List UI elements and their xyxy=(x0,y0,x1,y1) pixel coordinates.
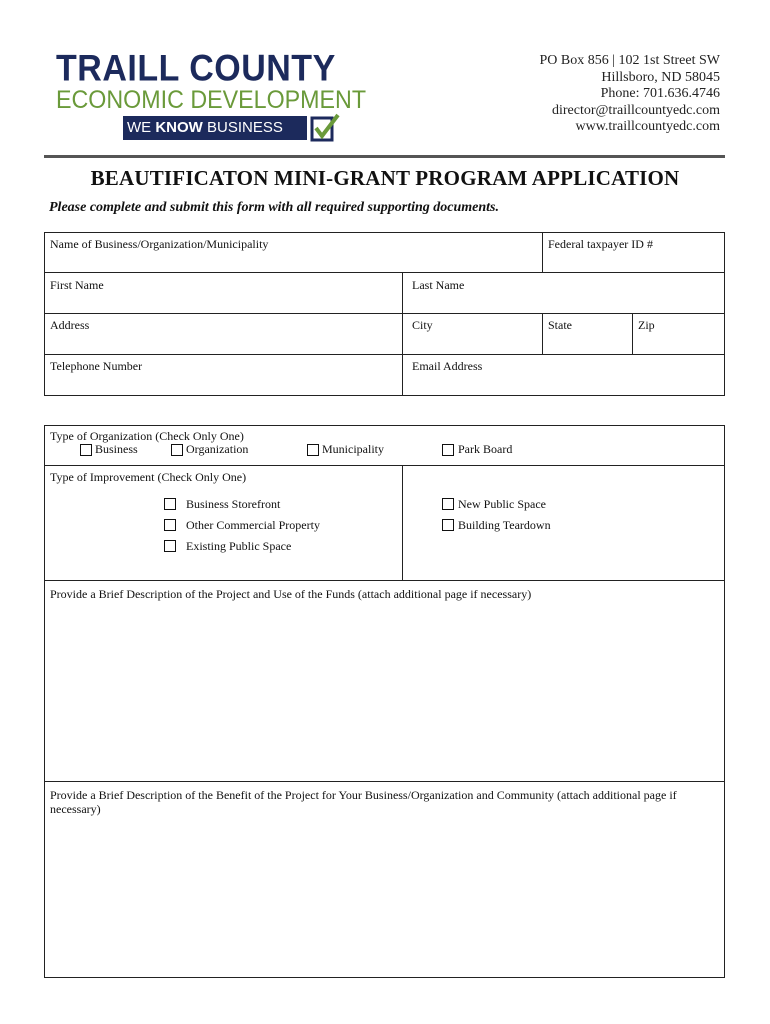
page-subtitle: Please complete and submit this form with all required supporting documents. xyxy=(49,200,499,215)
park-board-option-label: Park Board xyxy=(458,442,513,456)
state-field[interactable]: State xyxy=(548,318,572,332)
row-divider xyxy=(44,313,725,314)
col-divider xyxy=(402,465,403,581)
logo-tag-business: BUSINESS xyxy=(207,119,283,136)
row-divider xyxy=(44,580,725,581)
zip-field[interactable]: Zip xyxy=(638,318,655,332)
contact-website: www.traillcountyedc.com xyxy=(575,119,720,134)
first-name-field[interactable]: First Name xyxy=(50,278,104,292)
federal-id-field[interactable]: Federal taxpayer ID # xyxy=(548,237,653,251)
contact-city: Hillsboro, ND 58045 xyxy=(601,69,720,85)
business-storefront-checkbox[interactable] xyxy=(164,498,176,510)
row-divider xyxy=(44,465,725,466)
col-divider xyxy=(632,313,633,355)
details-table xyxy=(44,425,725,978)
organization-option-label: Organization xyxy=(186,442,249,456)
existing-public-space-label: Existing Public Space xyxy=(186,539,292,553)
logo-subtitle: ECONOMIC DEVELOPMENT xyxy=(56,86,367,114)
other-commercial-label: Other Commercial Property xyxy=(186,518,320,532)
building-teardown-checkbox[interactable] xyxy=(442,519,454,531)
new-public-space-label: New Public Space xyxy=(458,497,546,511)
contact-block xyxy=(539,53,720,136)
last-name-field[interactable]: Last Name xyxy=(412,278,465,292)
row-divider xyxy=(44,354,725,355)
row-divider xyxy=(44,781,725,782)
building-teardown-label: Building Teardown xyxy=(458,518,551,532)
city-field[interactable]: City xyxy=(412,318,433,332)
project-description-field[interactable]: Provide a Brief Description of the Project and Use of the Funds (attach additional page if necessary) xyxy=(50,587,532,601)
col-divider xyxy=(542,313,543,355)
col-divider xyxy=(542,232,543,273)
existing-public-space-checkbox[interactable] xyxy=(164,540,176,552)
contact-phone: Phone: 701.636.4746 xyxy=(600,86,720,101)
logo-tag-we: WE xyxy=(127,119,152,136)
logo-tagline xyxy=(123,116,307,140)
applicant-info-table xyxy=(44,232,725,396)
logo-tag-know: KNOW xyxy=(155,119,203,136)
org-type-label: Type of Organization (Check Only One) xyxy=(50,429,244,443)
col-divider xyxy=(402,272,403,396)
contact-email: director@traillcountyedc.com xyxy=(552,102,720,118)
business-name-field[interactable]: Name of Business/Organization/Municipality xyxy=(50,237,269,251)
other-commercial-checkbox[interactable] xyxy=(164,519,176,531)
benefit-description-field[interactable]: Provide a Brief Description of the Benefit of the Project for Your Business/Organization and Community (attach additional page if necessary) xyxy=(50,788,677,816)
email-field[interactable]: Email Address xyxy=(412,359,483,373)
row-divider xyxy=(44,272,725,273)
business-option-label: Business xyxy=(95,442,138,456)
business-checkbox[interactable] xyxy=(80,444,92,456)
improvement-type-label: Type of Improvement (Check Only One) xyxy=(50,470,247,484)
new-public-space-checkbox[interactable] xyxy=(442,498,454,510)
checkmark-box-icon xyxy=(310,113,340,143)
municipality-checkbox[interactable] xyxy=(307,444,319,456)
contact-address: PO Box 856 | 102 1st Street SW xyxy=(539,53,720,68)
business-storefront-label: Business Storefront xyxy=(186,497,281,511)
header-divider xyxy=(44,155,725,158)
page-title: BEAUTIFICATON MINI-GRANT PROGRAM APPLICATION xyxy=(90,166,680,190)
telephone-field[interactable]: Telephone Number xyxy=(50,359,143,373)
municipality-option-label: Municipality xyxy=(322,442,384,456)
address-field[interactable]: Address xyxy=(50,318,90,332)
organization-checkbox[interactable] xyxy=(171,444,183,456)
logo-title: TRAILL COUNTY xyxy=(56,48,336,90)
park-board-checkbox[interactable] xyxy=(442,444,454,456)
